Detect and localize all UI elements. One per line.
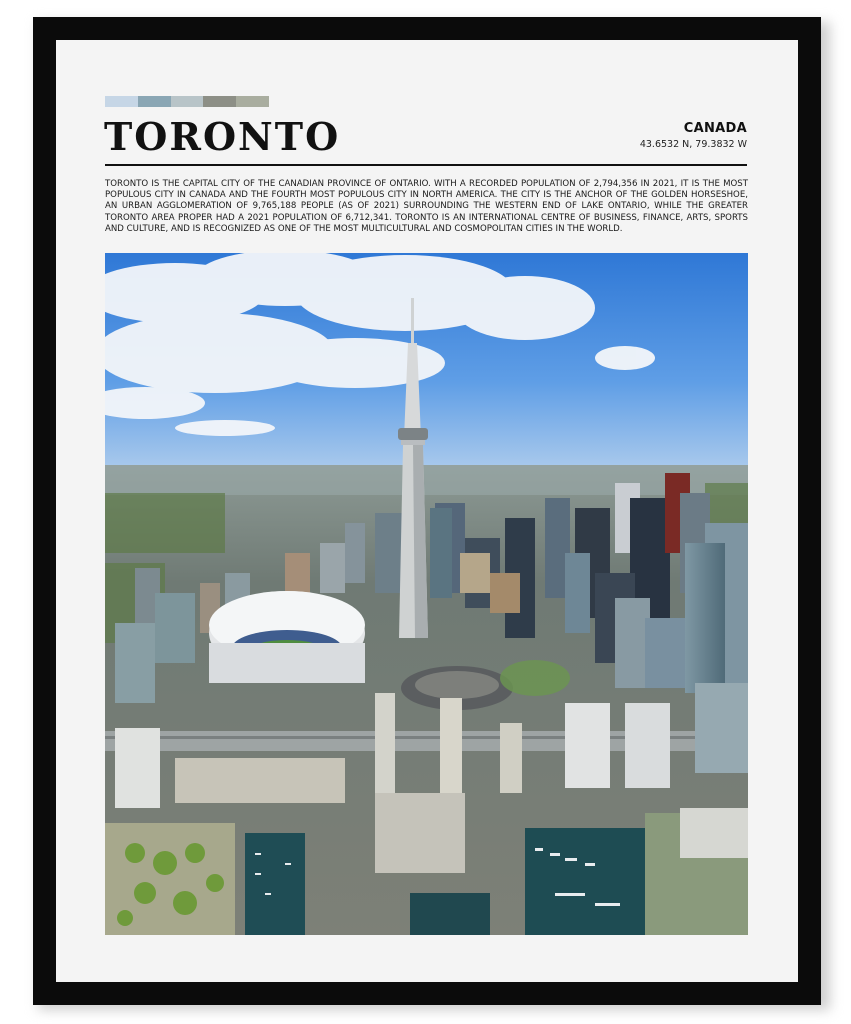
palette-swatch [105, 96, 138, 107]
city-title: TORONTO [104, 114, 341, 159]
palette-swatch [236, 96, 269, 107]
city-description: TORONTO IS THE CAPITAL CITY OF THE CANADIAN PROVINCE OF ONTARIO. WITH A RECORDED POPULATION OF 2,794,356 IN 2021, IT IS THE MOST POPULOUS CITY IN CANADA AND THE FOURTH MOST POPULOUS CITY IN NORTH AMERICA. THE CITY IS THE ANCHOR OF THE GOLDEN HORSESHOE, AN URBAN AGGLOMERATION OF 9,765,188 PEOPLE (AS OF 2021) SURROUNDING THE WESTERN END OF LAKE ONTARIO, WHILE THE GREATER TORONTO AREA PROPER HAD A 2021 POPULATION OF 6,712,341. TORONTO IS AN INTERNATIONAL CENTRE OF BUSINESS, FINANCE, ARTS, SPORTS AND CULTURE, AND IS RECOGNIZED AS ONE OF THE MOST MULTICULTURAL AND COSMOPOLITAN CITIES IN THE WORLD. [105, 179, 748, 234]
aerial-city-photo [105, 253, 748, 935]
palette-swatch [138, 96, 171, 107]
color-palette-strip [105, 96, 269, 107]
palette-swatch [171, 96, 204, 107]
palette-swatch [203, 96, 236, 107]
coordinates-label: 43.6532 N, 79.3832 W [639, 139, 747, 150]
stadium [209, 591, 365, 683]
country-label: CANADA [683, 121, 747, 136]
title-divider [105, 164, 747, 166]
